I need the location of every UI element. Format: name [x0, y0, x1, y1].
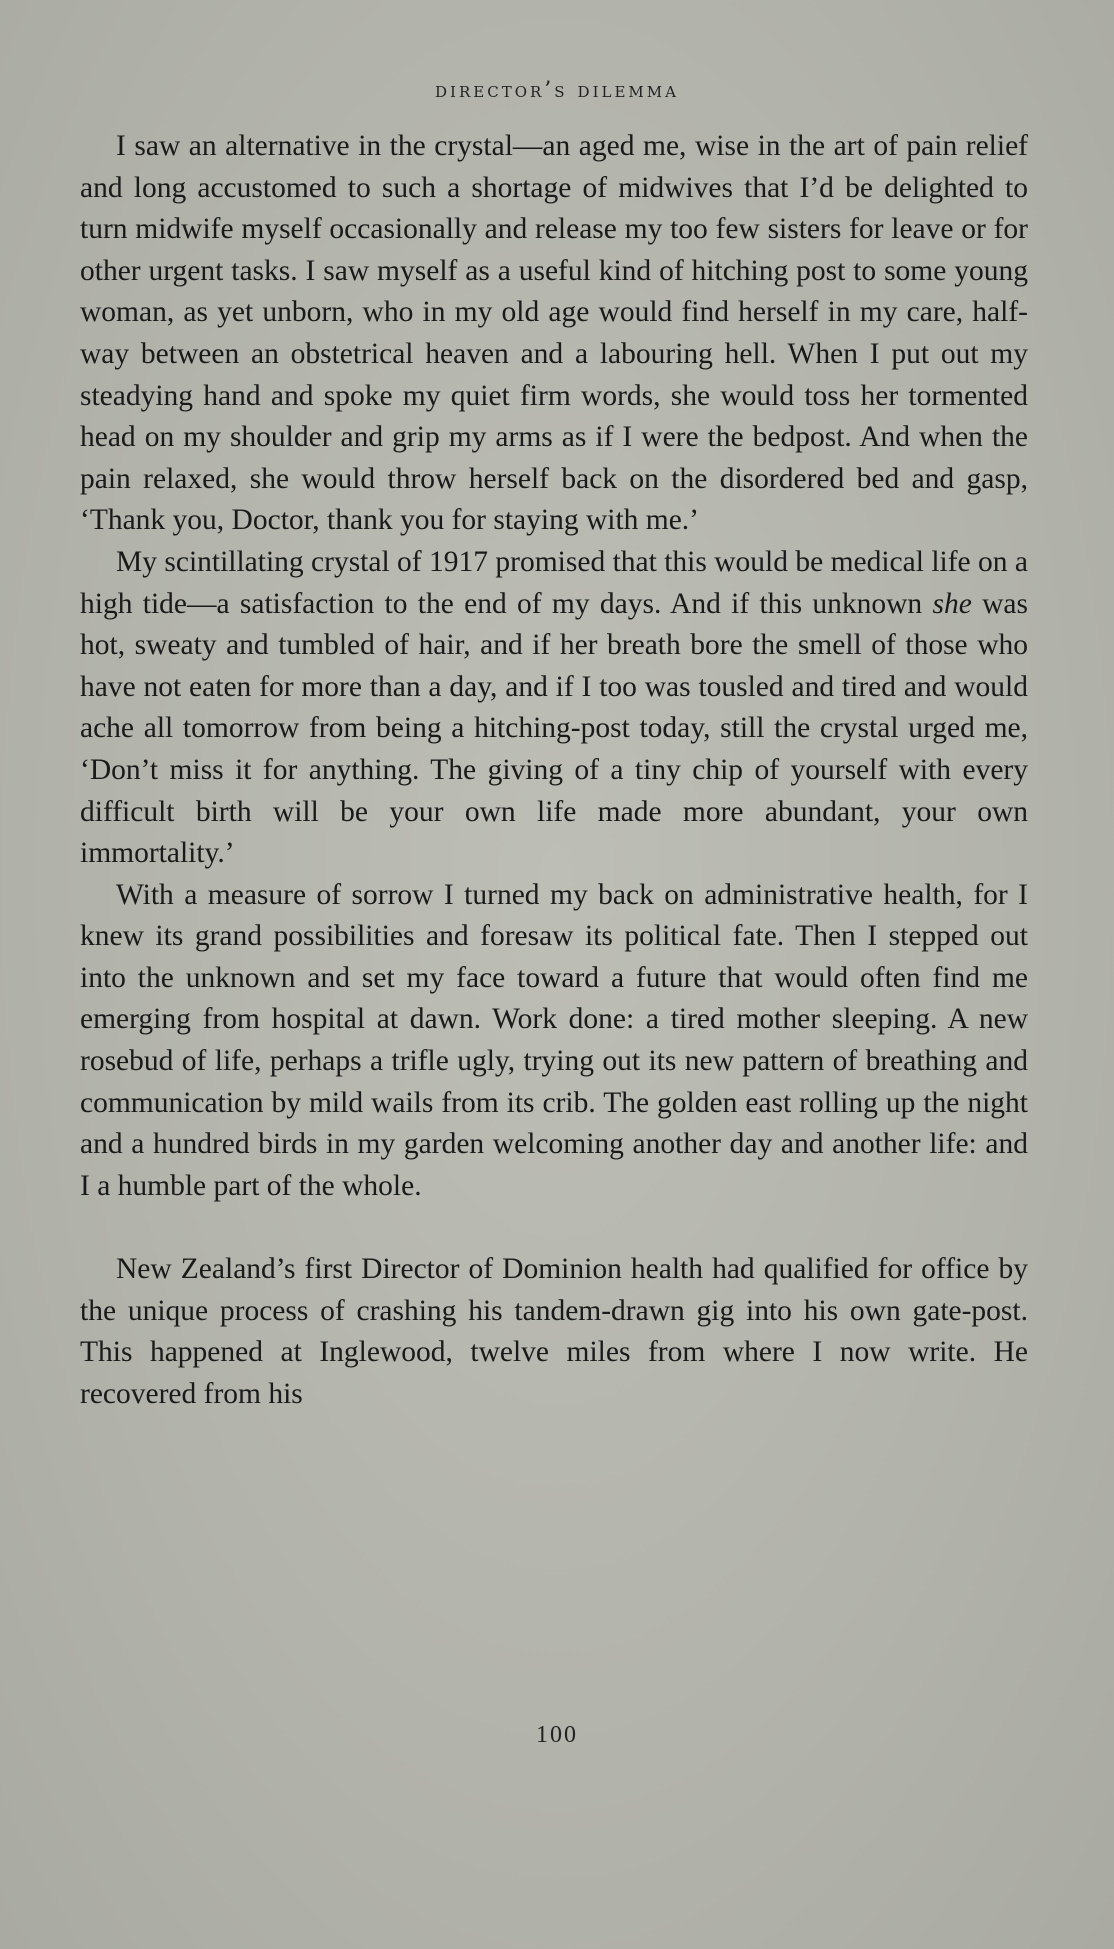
paragraph-text: My scintillating crystal of 1917 promised that this would be medical life on a high tide—a satisfaction to the end of my days. And if this unknown: [80, 545, 1028, 620]
body-text: [80, 126, 1028, 1415]
paragraph-2: [80, 542, 1028, 875]
paragraph-text: was hot, sweaty and tumbled of hair, and if her breath bore the smell of those who have not eaten for more than a day, and if I too was tousled and tired and would ache all tomorrow from being a hitching-post today, still the crystal urged me, ‘Don’t miss it for anything. The giving of a tiny chip of yourself with every difficult birth will be your own life made more abundant, your own immortality.’: [80, 587, 1028, 870]
paragraph-text: New Zealand’s first Director of Dominion health had qualified for office by the unique process of crashing his tandem-drawn gig into his own gate-post. This happened at Inglewood, twelve miles from where I now write. He recovered from his: [80, 1253, 1028, 1410]
paragraph-text: I saw an alternative in the crystal—an aged me, wise in the art of pain relief and long accustomed to such a shortage of midwives that I’d be delighted to turn midwife myself occasionally and release my too few sisters for leave or for other urgent tasks. I saw myself as a useful kind of hitching post to some young woman, as yet unborn, who in my old age would find herself in my care, half-way between an obstetrical heaven and a labouring hell. When I put out my steadying hand and spoke my quiet firm words, she would toss her tormented head on my shoulder and grip my arms as if I were the bedpost. And when the pain relaxed, she would throw herself back on the disordered bed and gasp, ‘Thank you, Doctor, thank you for staying with me.’: [80, 130, 1028, 537]
paragraph-3: [80, 875, 1028, 1208]
page-number: 100: [536, 1722, 578, 1748]
running-head: director’s dilemma: [435, 78, 679, 103]
paragraph-1: [80, 126, 1028, 542]
paragraph-text: With a measure of sorrow I turned my back on administrative health, for I knew its grand possibilities and foresaw its political fate. Then I stepped out into the unknown and set my face toward a future that would often find me emerging from hospital at dawn. Work done: a tired mother sleeping. A new rosebud of life, perhaps a trifle ugly, trying out its new pattern of breathing and communication by mild wails from its crib. The golden east rolling up the night and a hundred birds in my garden welcoming another day and another life: and I a humble part of the whole.: [80, 878, 1028, 1202]
paragraph-4: [80, 1249, 1028, 1415]
italic-word: she: [932, 587, 972, 620]
